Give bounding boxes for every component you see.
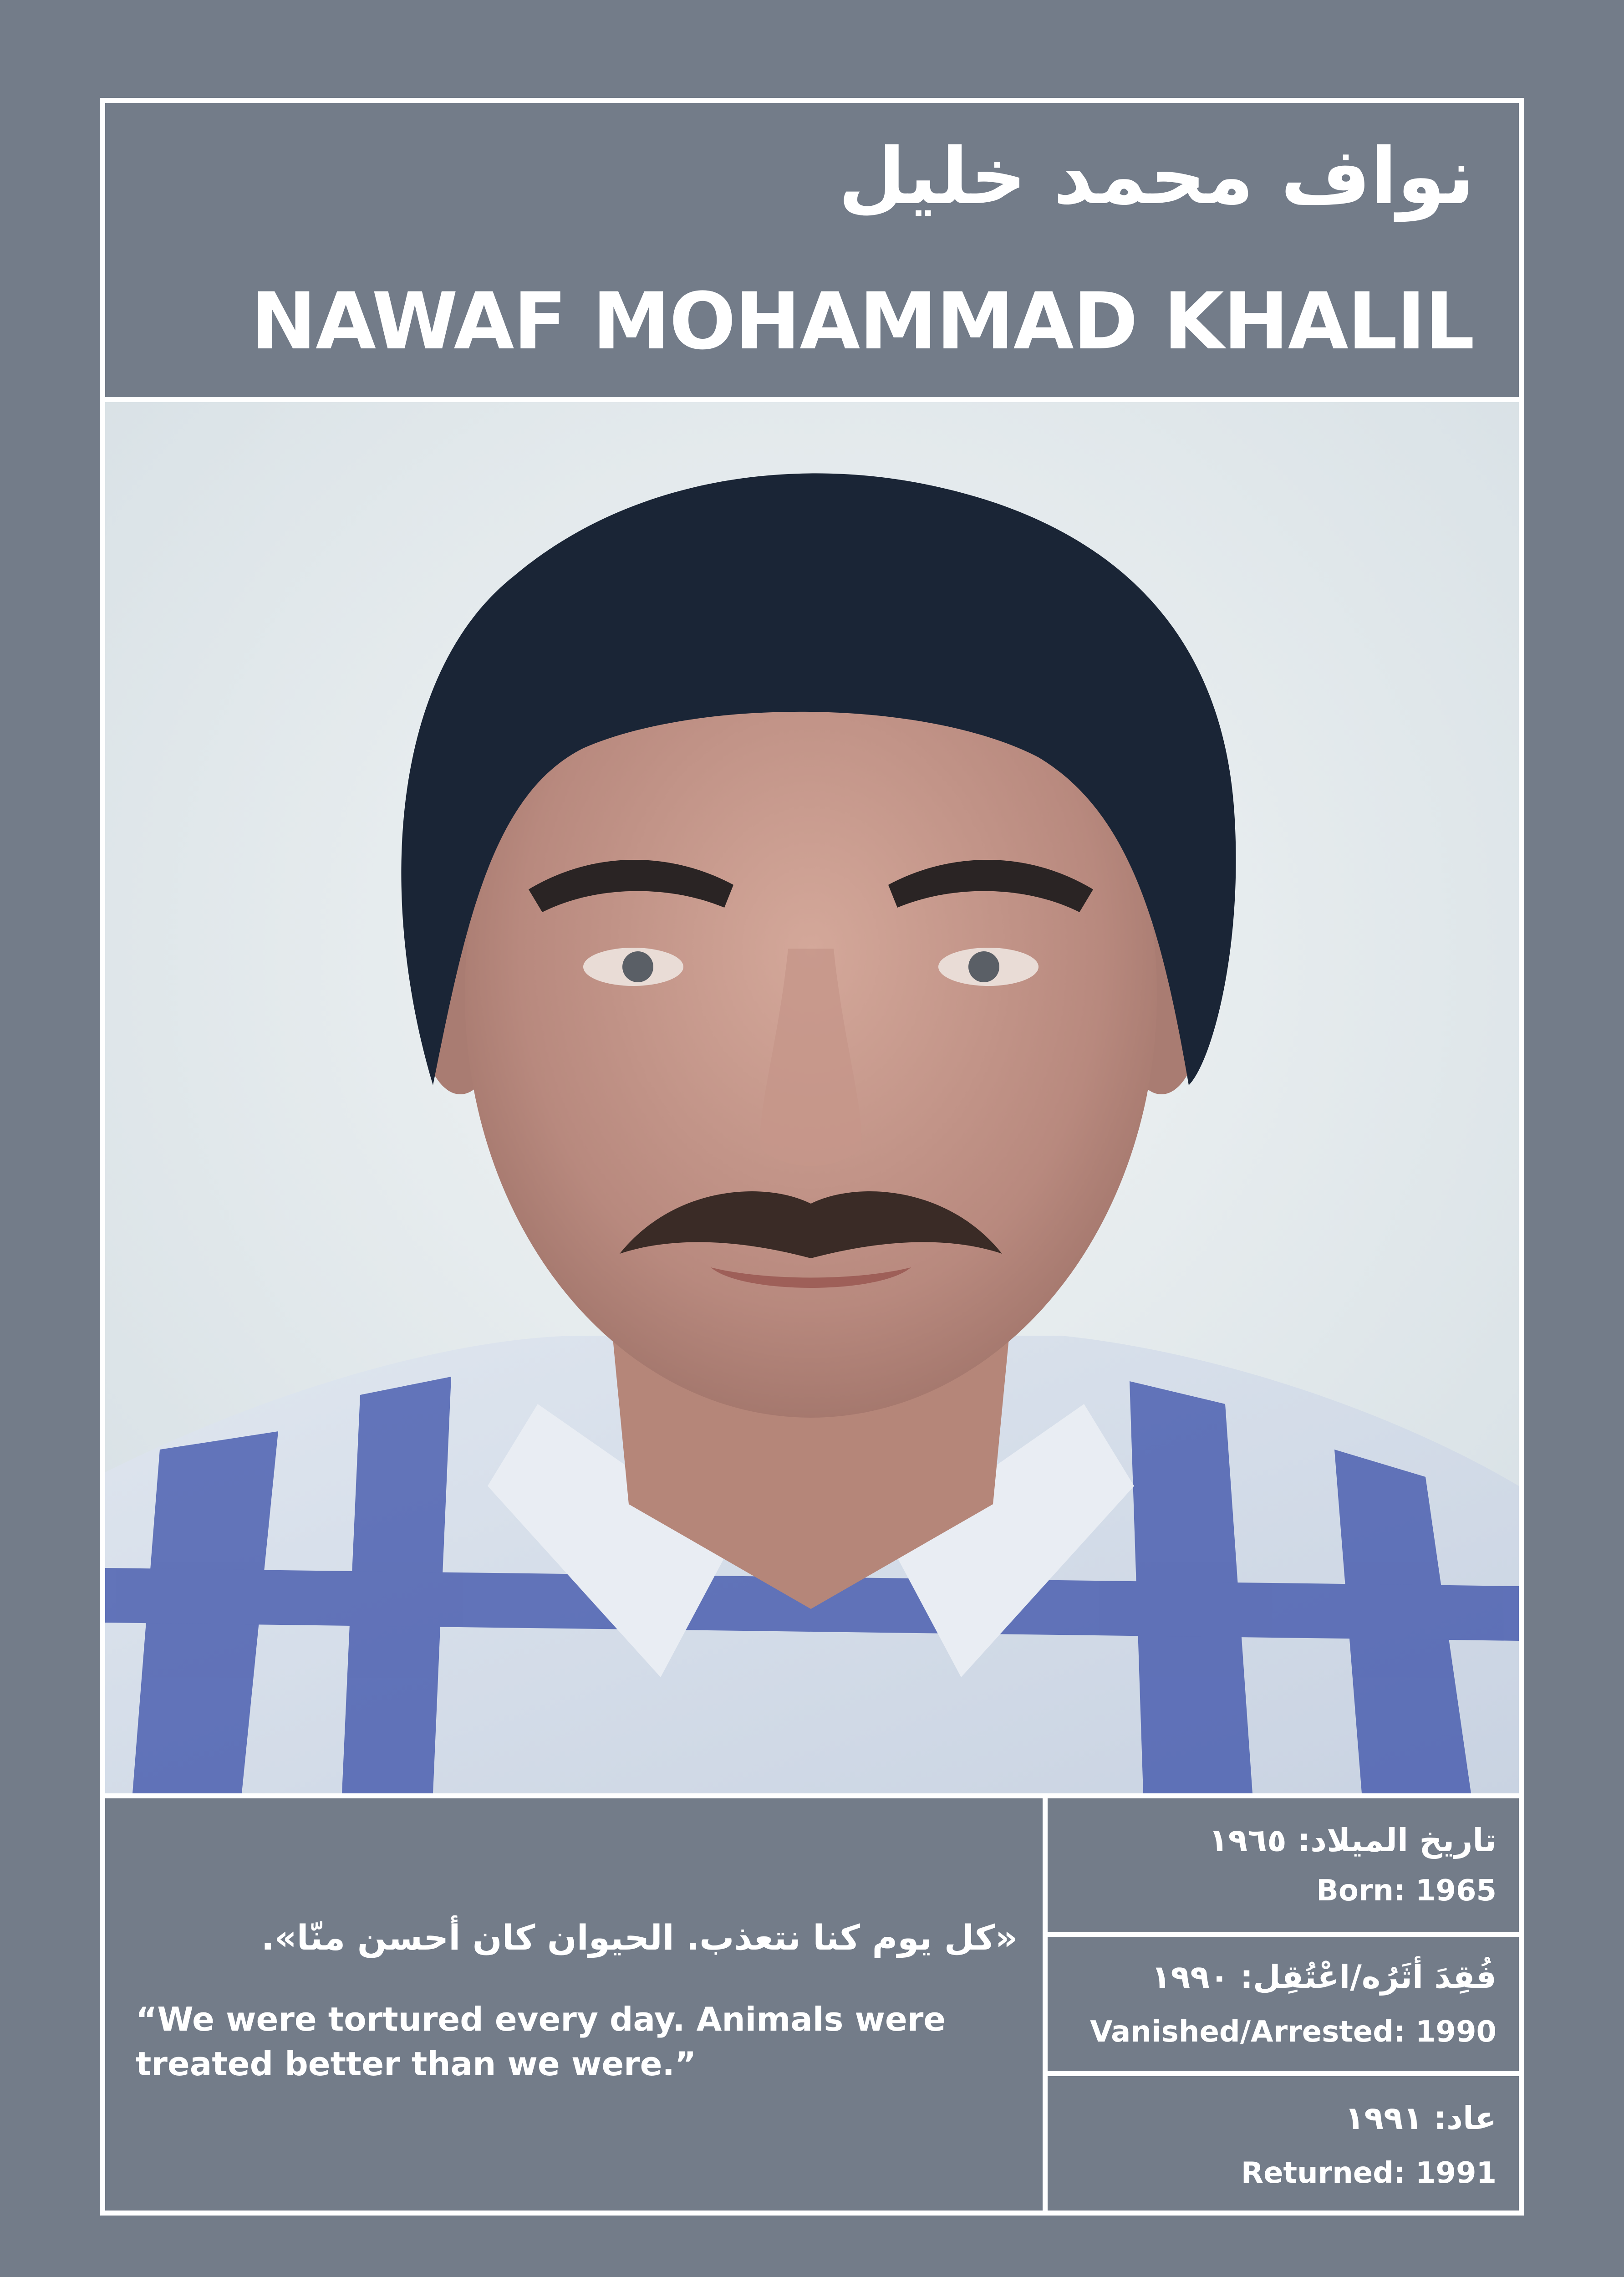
portrait-photo	[105, 402, 1519, 1793]
name-header	[100, 98, 1524, 402]
quote-arabic: «كل يوم كنا نتعذب. الحيوان كان أحسن منّا».	[261, 1917, 1018, 1958]
vanished-arabic: فُقِدَ أثَرُه/اعْتُقِل: ١٩٩٠	[1151, 1958, 1497, 1996]
info-vertical-divider	[1043, 1793, 1048, 2216]
name-arabic: نواف محمد خليل	[838, 132, 1475, 222]
returned-english: Returned: 1991	[1241, 2156, 1497, 2190]
vanished-english: Vanished/Arrested: 1990	[1090, 2015, 1497, 2049]
returned-arabic: عاد: ١٩٩١	[1344, 2099, 1497, 2137]
facts-divider-2	[1048, 2071, 1524, 2076]
born-english: Born: 1965	[1316, 1874, 1497, 1908]
quote-english: “We were tortured every day. Animals were treated better than we were.”	[136, 2000, 946, 2083]
name-english: NAWAF MOHAMMAD KHALIL	[251, 276, 1474, 367]
facts-divider-1	[1048, 1932, 1524, 1937]
born-arabic: تاريخ الميلاد: ١٩٦٥	[1208, 1822, 1497, 1859]
